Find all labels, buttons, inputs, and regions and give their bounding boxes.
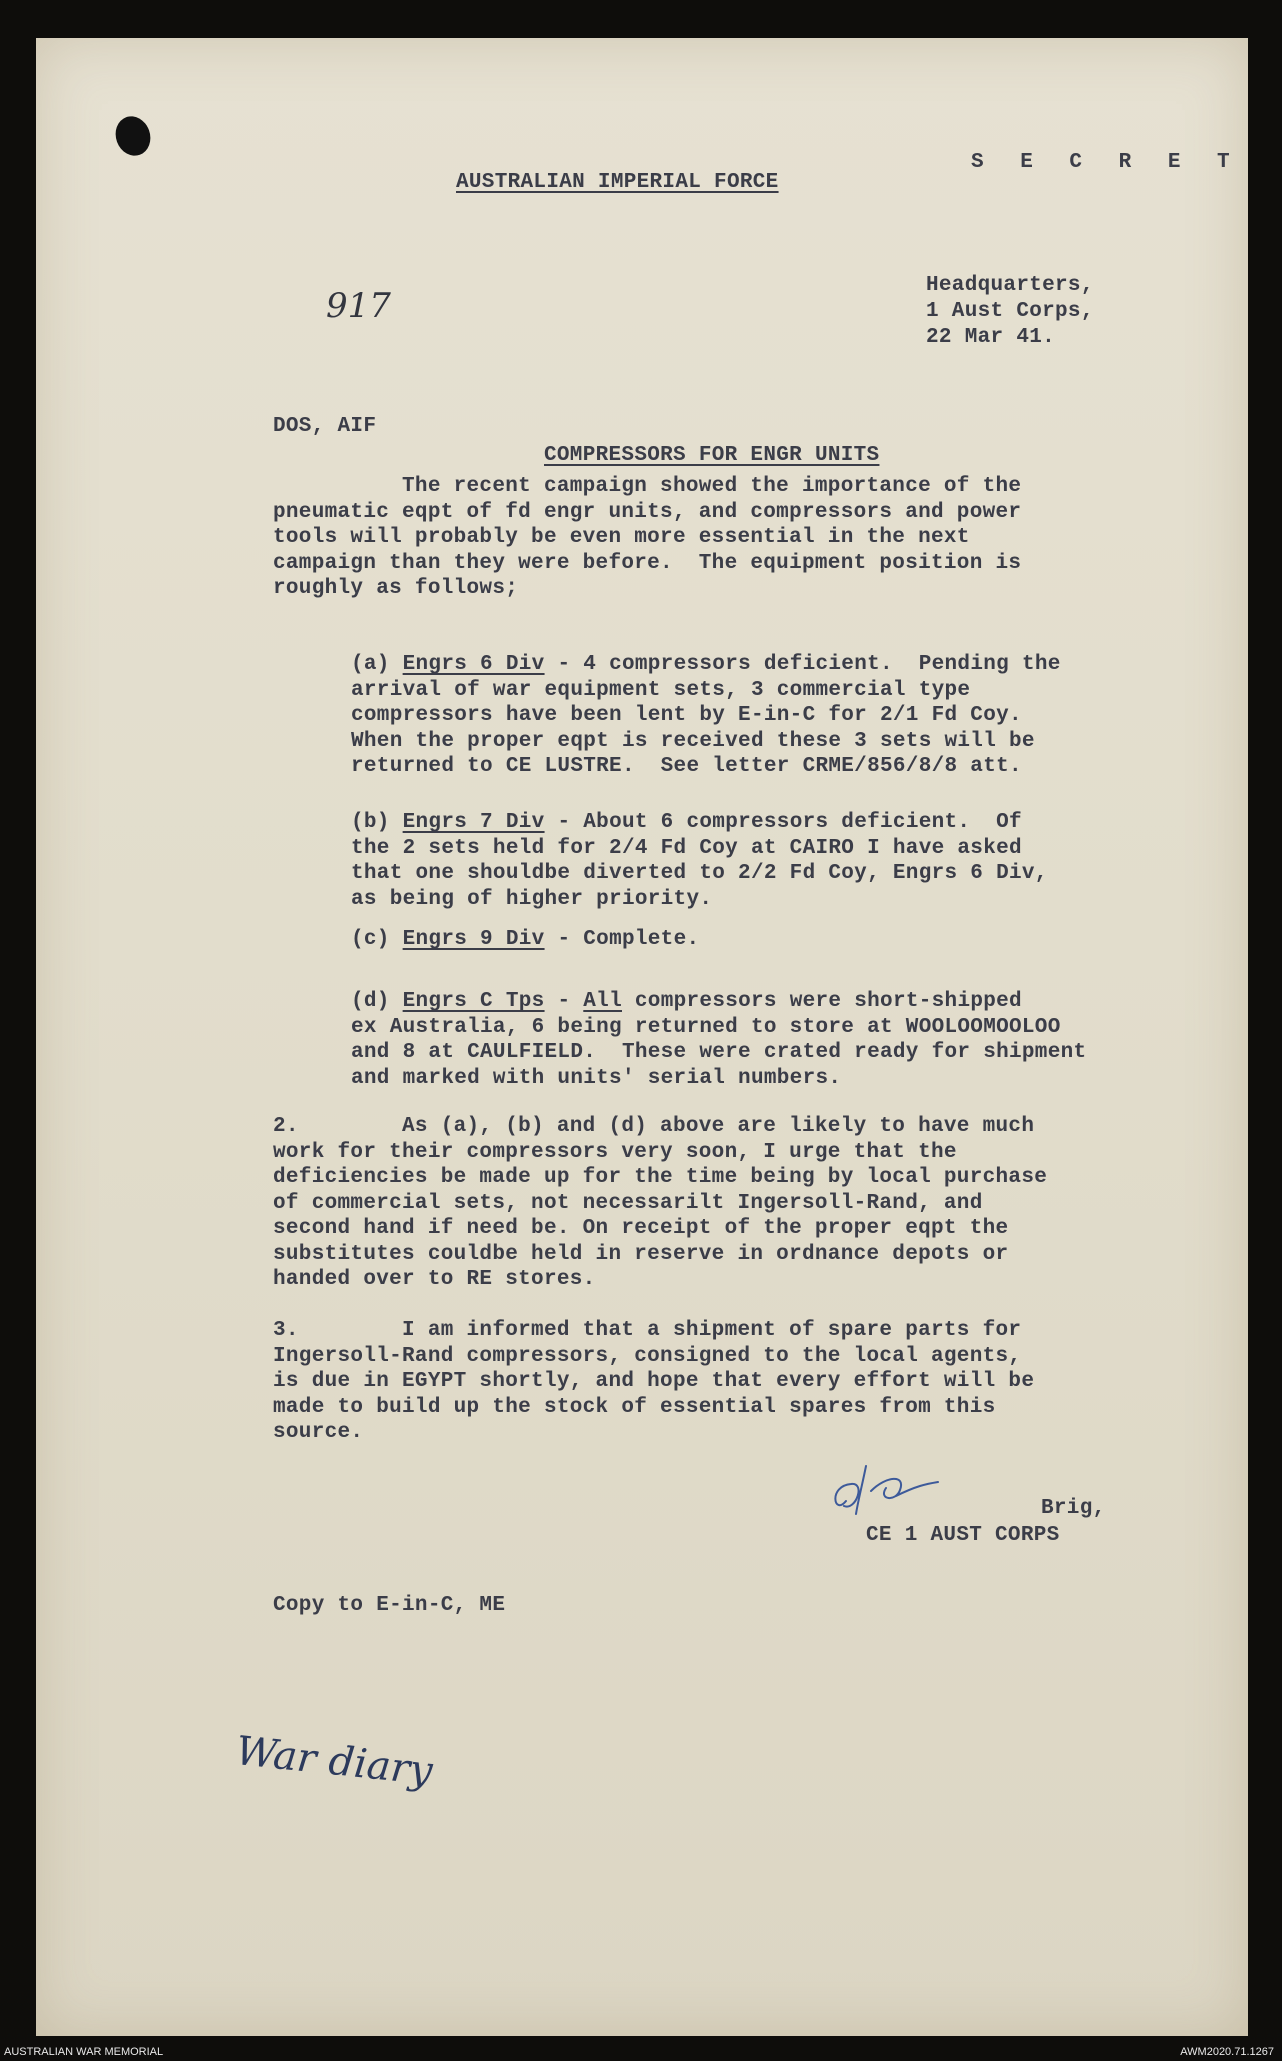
text-line: When the proper eqpt is received these 3 sets will be: [351, 729, 1035, 753]
text-line: is due in EGYPT shortly, and hope that every effort will be: [273, 1370, 1035, 1393]
text-line: 3. I am informed that a shipment of spare parts for: [273, 1319, 1022, 1342]
text-line: 2. As (a), (b) and (d) above are likely to have much: [273, 1115, 1035, 1138]
text-line: work for their compressors very soon, I urge that the: [273, 1140, 957, 1164]
text-line: made to build up the stock of essential spares from this: [273, 1395, 996, 1419]
text-line: and marked with units' serial numbers.: [351, 1066, 842, 1090]
text-line: the 2 sets held for 2/4 Fd Coy at CAIRO I have asked: [351, 836, 1022, 860]
document-page: [36, 38, 1248, 2036]
hq-line: 22 Mar 41.: [926, 326, 1056, 349]
footer-institution: AUSTRALIAN WAR MEMORIAL: [4, 2046, 164, 2058]
copy-to-line: Copy to E-in-C, ME: [273, 1594, 506, 1617]
document-heading: AUSTRALIAN IMPERIAL FORCE: [456, 171, 779, 194]
text-line: as being of higher priority.: [351, 887, 713, 911]
text-line: The recent campaign showed the importance of the: [273, 475, 1022, 498]
subparagraph-label: (c): [351, 928, 390, 951]
text-line: - About 6 compressors deficient. Of: [544, 811, 1022, 834]
text-dash: -: [544, 990, 584, 1013]
unit-name: Engrs 7 Div: [402, 811, 545, 834]
text-line: compressors were short-shipped: [622, 990, 1022, 1013]
subparagraph-d: [351, 989, 1086, 1091]
unit-name: Engrs 9 Div: [402, 928, 545, 951]
text-line: ex Australia, 6 being returned to store at WOOLOOMOOLOO: [351, 1015, 1061, 1039]
signatory-rank: Brig,: [1041, 1497, 1106, 1520]
handwritten-signature: [826, 1456, 946, 1526]
subparagraph-c: [351, 927, 699, 953]
signatory-title: CE 1 AUST CORPS: [866, 1524, 1060, 1547]
unit-name: Engrs 6 Div: [402, 653, 545, 676]
classification-marking: S E C R E T: [971, 151, 1242, 174]
text-line: Ingersoll-Rand compressors, consigned to the local agents,: [273, 1344, 1022, 1368]
subparagraph-label: (b): [351, 811, 390, 834]
hq-line: 1 Aust Corps,: [926, 300, 1094, 323]
text-line: substitutes couldbe held in reserve in ordnance depots or: [273, 1242, 1009, 1266]
text-line: second hand if need be. On receipt of the proper eqpt the: [273, 1217, 1009, 1240]
text-line: source.: [273, 1421, 364, 1444]
punch-hole: [110, 111, 156, 160]
subparagraph-b: [351, 810, 1048, 912]
handwritten-reference-number: 917: [326, 286, 391, 326]
emphasis-all: All: [583, 990, 622, 1013]
subject-line: COMPRESSORS FOR ENGR UNITS: [544, 444, 880, 467]
text-line: of commercial sets, not necessarilt Ingersoll-Rand, and: [273, 1191, 983, 1215]
hq-line: Headquarters,: [926, 274, 1094, 297]
subparagraph-label: (d): [351, 990, 390, 1013]
text-line: - Complete.: [544, 928, 700, 951]
handwritten-note: War diary: [233, 1728, 435, 1795]
footer-catalogue-number: AWM2020.71.1267: [1180, 2046, 1274, 2058]
text-line: - 4 compressors deficient. Pending the: [544, 653, 1061, 676]
subparagraph-a: [351, 652, 1061, 780]
text-line: that one shouldbe diverted to 2/2 Fd Coy, Engrs 6 Div,: [351, 862, 1048, 885]
text-line: roughly as follows;: [273, 577, 519, 600]
paragraph-2: [273, 1114, 1047, 1293]
text-line: compressors have been lent by E-in-C for 2/1 Fd Coy.: [351, 704, 1022, 727]
text-line: returned to CE LUSTRE. See letter CRME/856/8/8 att.: [351, 755, 1022, 778]
text-line: handed over to RE stores.: [273, 1268, 596, 1291]
text-line: tools will probably be even more essential in the next: [273, 526, 970, 549]
unit-name: Engrs C Tps: [402, 990, 545, 1013]
intro-paragraph: [273, 474, 1021, 602]
addressee: DOS, AIF: [273, 415, 377, 438]
subparagraph-label: (a): [351, 653, 390, 676]
text-line: and 8 at CAULFIELD. These were crated ready for shipment: [351, 1041, 1087, 1064]
text-line: deficiencies be made up for the time being by local purchase: [273, 1166, 1048, 1189]
text-line: arrival of war equipment sets, 3 commercial type: [351, 678, 971, 702]
text-line: campaign than they were before. The equipment position is: [273, 551, 1022, 575]
headquarters-block: [926, 273, 1094, 351]
text-line: pneumatic eqpt of fd engr units, and compressors and power: [273, 500, 1022, 524]
paragraph-3: [273, 1318, 1034, 1446]
